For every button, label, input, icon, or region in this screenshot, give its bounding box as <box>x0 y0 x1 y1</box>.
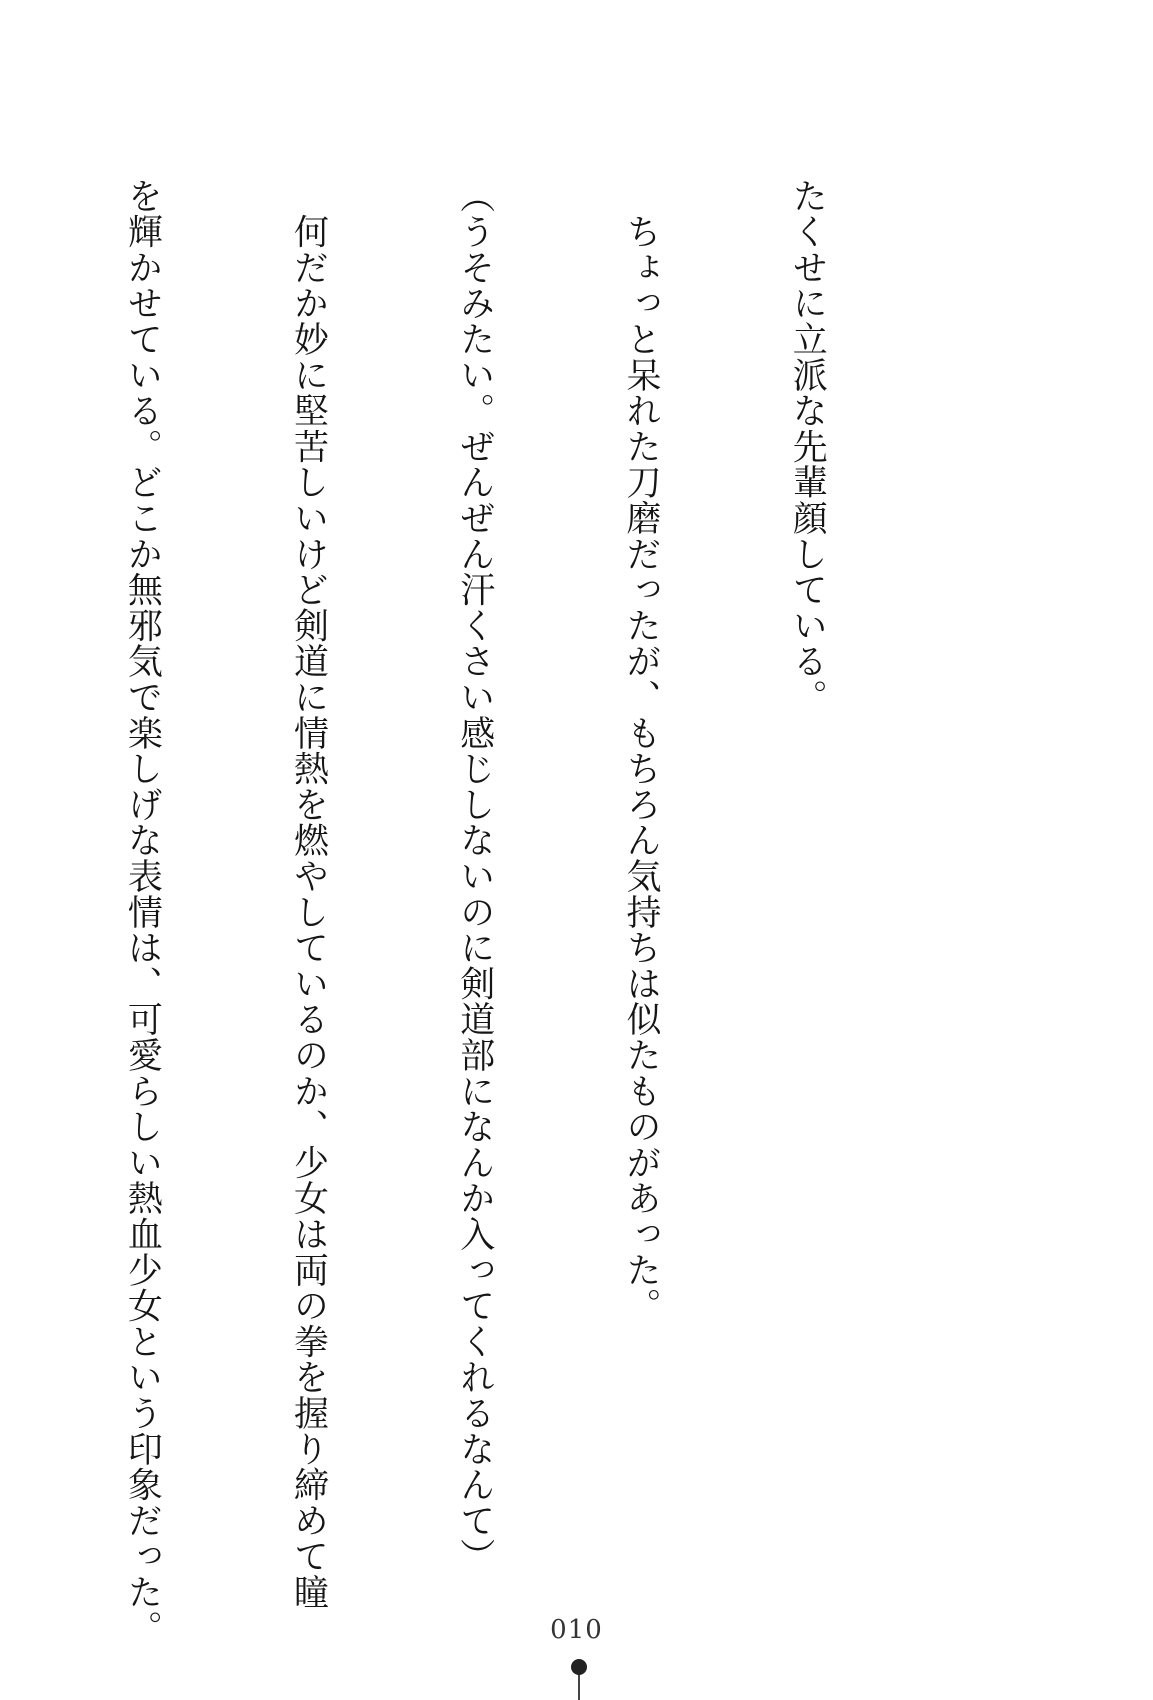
text-line-4: 何だか妙に堅苦しいけど剣道に情熱を燃やしているのか、少女は両の拳を握り締めて瞳 <box>288 178 329 1610</box>
text-line-6 <box>0 178 3 1508</box>
text-line-1: たくせに立派な先輩顔している。 <box>787 178 828 715</box>
text-line-2: ちょっと呆れた刀磨だったが、もちろん気持ちは似たものがあった。 <box>620 178 661 1324</box>
page-ornament-icon <box>568 1657 590 1700</box>
text-line-3: （うそみたい。ぜんぜん汗くさい感じしないのに剣道部になんか入ってくれるなんて） <box>454 178 495 1575</box>
text-line-5: を輝かせている。どこか無邪気で楽しげな表情は、可愛らしい熱血少女という印象だった。 <box>122 178 163 1646</box>
page-number: 010 <box>550 1615 603 1645</box>
